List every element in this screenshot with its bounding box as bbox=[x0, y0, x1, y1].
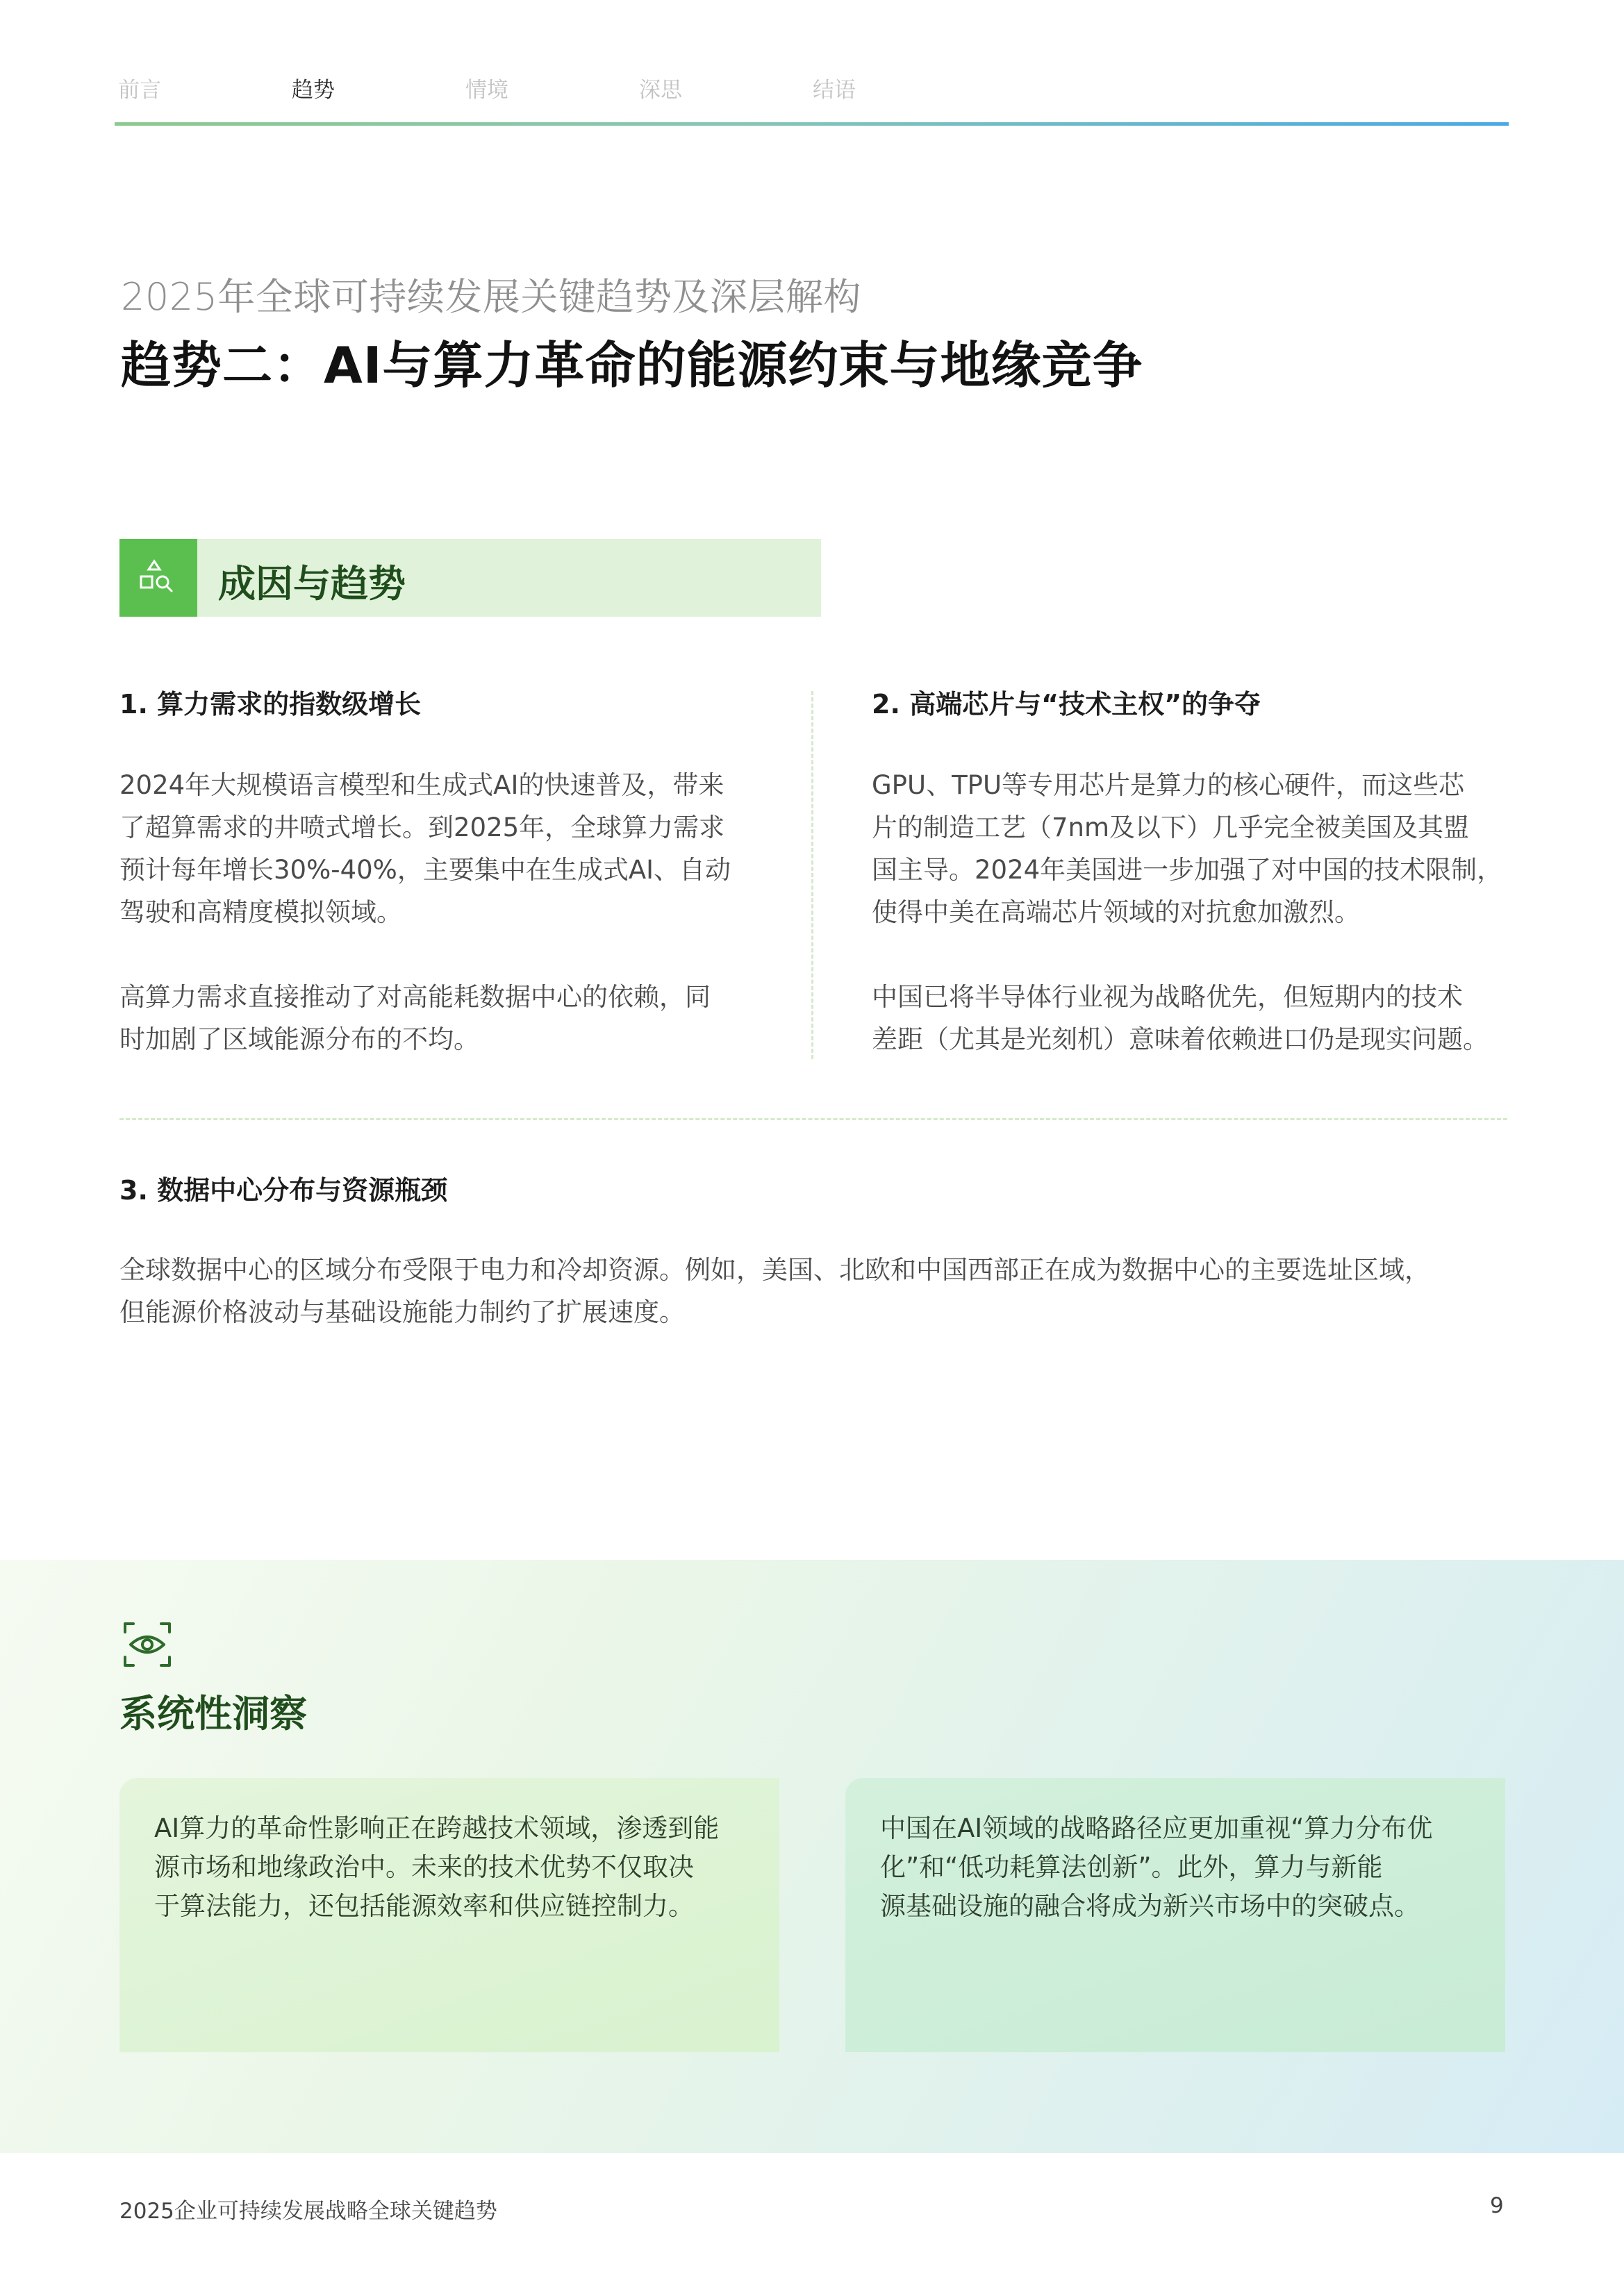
item-1-line: 高算力需求直接推动了对高能耗数据中心的依赖，同 bbox=[119, 982, 711, 1012]
item-3-body bbox=[119, 1249, 1509, 1333]
tab-scenarios[interactable]: 情境 bbox=[465, 78, 508, 103]
top-nav bbox=[118, 72, 1507, 107]
insight-card bbox=[845, 1778, 1505, 2052]
shapes-search-icon bbox=[138, 557, 179, 599]
item-2-line: 中国已将半导体行业视为战略优先，但短期内的技术 bbox=[872, 982, 1463, 1012]
item-1-line: 驾驶和高精度模拟领域。 bbox=[119, 897, 402, 927]
item-3-line: 但能源价格波动与基础设施能力制约了扩展速度。 bbox=[119, 1297, 685, 1327]
insight-card-line: 于算法能力，还包括能源效率和供应链控制力。 bbox=[154, 1891, 694, 1921]
eye-scan-icon bbox=[122, 1620, 172, 1670]
page-subtitle: 2025年全球可持续发展关键趋势及深层解构 bbox=[121, 275, 861, 319]
page-number: 9 bbox=[1490, 2193, 1504, 2218]
item-1-body bbox=[119, 764, 772, 1060]
item-2-line: 差距（尤其是光刻机）意味着依赖进口仍是现实问题。 bbox=[872, 1024, 1489, 1054]
insight-card-line: 源市场和地缘政治中。未来的技术优势不仅取决 bbox=[154, 1852, 694, 1882]
insight-card bbox=[119, 1778, 779, 2052]
item-2-line: 使得中美在高端芯片领域的对抗愈加激烈。 bbox=[872, 897, 1360, 927]
section-icon-box bbox=[119, 539, 197, 617]
insight-card-line: 中国在AI领域的战略路径应更加重视“算力分布优 bbox=[880, 1813, 1433, 1843]
item-1-heading: 1. 算力需求的指数级增长 bbox=[119, 689, 422, 719]
insight-card-line: AI算力的革命性影响正在跨越技术领域，渗透到能 bbox=[154, 1813, 720, 1843]
tab-reflection[interactable]: 深思 bbox=[639, 78, 682, 103]
item-3-line: 全球数据中心的区域分布受限于电力和冷却资源。例如，美国、北欧和中国西部正在成为数据中心的主要选址区域， bbox=[119, 1255, 1430, 1285]
item-1-line: 了超算需求的井喷式增长。到2025年，全球算力需求 bbox=[119, 813, 725, 842]
item-1-line: 2024年大规模语言模型和生成式AI的快速普及，带来 bbox=[119, 770, 724, 800]
column-divider bbox=[811, 691, 813, 1059]
footer-text: 2025企业可持续发展战略全球关键趋势 bbox=[119, 2199, 497, 2224]
item-2-line bbox=[872, 933, 1525, 976]
page-title: 趋势二：AI与算力革命的能源约束与地缘竞争 bbox=[121, 336, 1143, 394]
tab-trends[interactable]: 趋势 bbox=[292, 78, 335, 103]
item-2-heading: 2. 高端芯片与“技术主权”的争夺 bbox=[872, 689, 1261, 719]
tab-preface[interactable]: 前言 bbox=[118, 78, 161, 103]
row-divider bbox=[119, 1118, 1507, 1120]
item-2-line: GPU、TPU等专用芯片是算力的核心硬件，而这些芯 bbox=[872, 770, 1465, 800]
nav-gradient-divider bbox=[115, 122, 1509, 126]
item-2-line: 国主导。2024年美国进一步加强了对中国的技术限制， bbox=[872, 855, 1503, 885]
insight-title: 系统性洞察 bbox=[119, 1692, 307, 1736]
insight-card-text bbox=[154, 1809, 752, 1926]
item-1-line bbox=[119, 933, 772, 976]
item-1-line: 时加剧了区域能源分布的不均。 bbox=[119, 1024, 479, 1054]
insight-card-text bbox=[880, 1809, 1477, 1926]
item-2-body bbox=[872, 764, 1525, 1060]
insight-card-line: 化”和“低功耗算法创新”。此外，算力与新能 bbox=[880, 1852, 1383, 1882]
item-2-line: 片的制造工艺（7nm及以下）几乎完全被美国及其盟 bbox=[872, 813, 1470, 842]
item-3-heading: 3. 数据中心分布与资源瓶颈 bbox=[119, 1175, 448, 1206]
section-title: 成因与趋势 bbox=[218, 562, 406, 606]
insight-card-line: 源基础设施的融合将成为新兴市场中的突破点。 bbox=[880, 1891, 1420, 1921]
item-1-line: 预计每年增长30%-40%，主要集中在生成式AI、自动 bbox=[119, 855, 731, 885]
tab-conclusion[interactable]: 结语 bbox=[813, 78, 856, 103]
section-header bbox=[119, 539, 821, 617]
